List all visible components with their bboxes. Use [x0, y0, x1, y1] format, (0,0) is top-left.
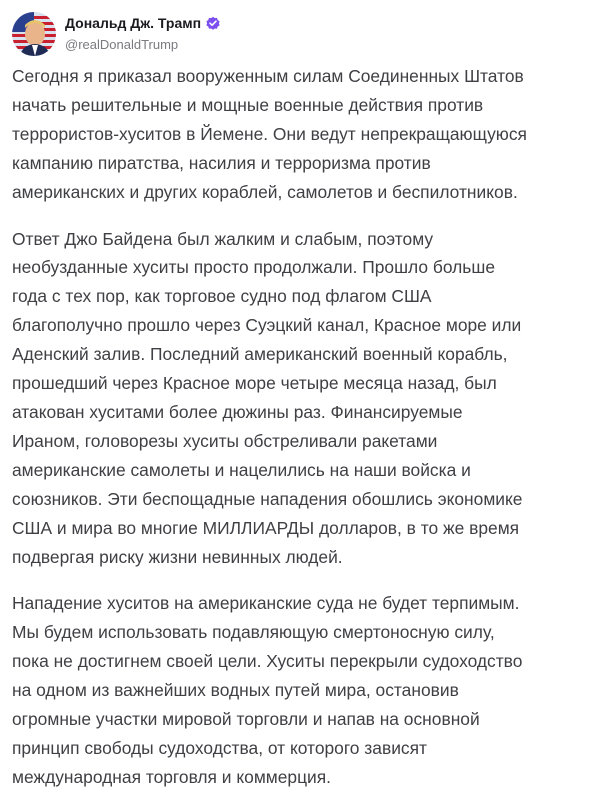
- post-paragraph-1: Сегодня я приказал вооруженным силам Соединенных Штатов начать решительные и мощные военные действия против террористов-хуситов в Йемене. Они ведут непрекращающуюся кампанию пиратства, насилия и терроризма против американских и других кораблей, самолетов и беспилотников.: [12, 66, 527, 202]
- post-header: [12, 8, 221, 60]
- post-paragraph-2: Ответ Джо Байдена был жалким и слабым, поэтому необузданные хуситы просто продолжали. Прошло больше года с тех пор, как торговое судно под флагом США благополучно прошло через Суэцкий канал, Красное море или Аденский залив. Последний американский военный корабль, прошедший через Красное море четыре месяца назад, был атакован хуситами более дюжины раз. Финансируемые Ираном, головорезы хуситы обстреливали ракетами американские самолеты и нацелились на наши войска и союзников. Эти беспощадные нападения обошлись экономике США и мира во многие МИЛЛИАРДЫ долларов, в то же время подвергая риску жизни невинных людей.: [12, 228, 523, 567]
- avatar[interactable]: [12, 12, 56, 56]
- author-display-name[interactable]: Дональд Дж. Трамп: [65, 14, 202, 31]
- post-body: [12, 62, 592, 810]
- author-handle[interactable]: @realDonaldTrump: [65, 36, 179, 52]
- avatar-flag-portrait-icon: [12, 12, 56, 56]
- post-paragraph-3: Нападение хуситов на американские суда не будет терпимым. Мы будем использовать подавляющую смертоносную силу, пока не достигнем своей цели. Хуситы перекрыли судоходство на одном из важнейших водных путей мира, остановив огромные участки мировой торговли и напав на основной принцип свободы судоходства, от которого зависят международная торговля и коммерция.: [12, 593, 523, 787]
- verified-badge-icon: [205, 15, 221, 31]
- author-names: [65, 14, 221, 55]
- name-row: [65, 14, 221, 32]
